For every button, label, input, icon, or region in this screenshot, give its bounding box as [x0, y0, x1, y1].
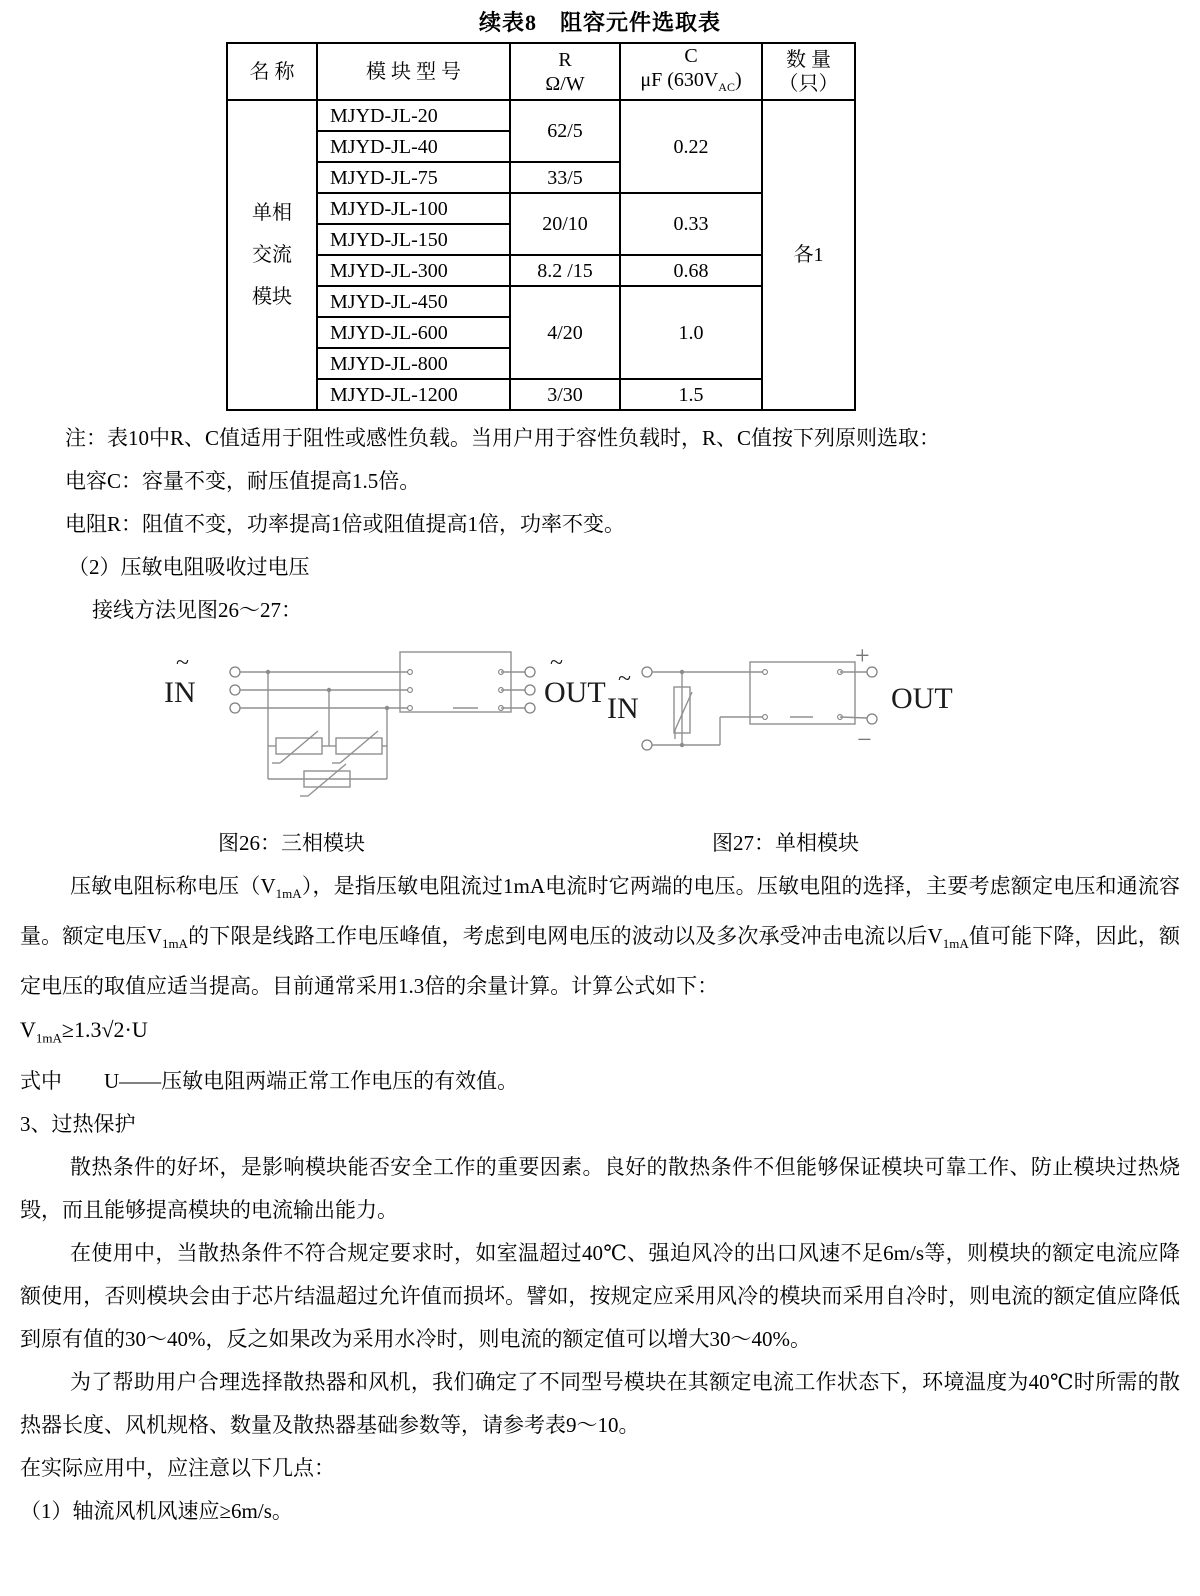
model-cell: MJYD-JL-1200 [317, 379, 510, 410]
paragraph-cooling-2: 在使用中，当散热条件不符合规定要求时，如室温超过40℃、强迫风冷的出口风速不足6m/s等，则模块的额定电流应降额使用，否则模块会由于芯片结温超过允许值而损坏。譬如，按规定应采用风冷的模块而采用自冷时，则电流的额定值应降低到原有值的30～40%，反之如果改为采用水冷时，则电流的额定值可以增大30～40%。 [20, 1240, 1180, 1351]
module-pin [408, 706, 413, 711]
fig26-out-tilde: ~ [550, 650, 563, 676]
fig27-in-tilde: ~ [618, 666, 631, 692]
col-header-qty-unit: （只） [778, 72, 839, 95]
input-terminal [230, 703, 240, 713]
col-header-qty [762, 43, 855, 100]
wiring-diagrams [20, 632, 1180, 822]
figure-captions [20, 822, 1180, 865]
table-row [227, 286, 855, 317]
paragraph-cooling-3: 为了帮助用户合理选择散热器和风机，我们确定了不同型号模块在其额定电流工作状态下，环境温度为40℃时所需的散热器长度、风机规格、数量及散热器基础参数等，请参考表9～10。 [20, 1369, 1180, 1437]
c-value-cell: 1.0 [620, 286, 762, 379]
table-title: 续表8 阻容元件选取表 [478, 10, 721, 35]
model-cell: MJYD-JL-150 [317, 224, 510, 255]
plus-sign: + [855, 641, 870, 670]
group-name-line: 单相 [252, 202, 292, 224]
fig27-caption: 图27：单相模块 [712, 831, 859, 855]
formula-note: 式中 U——压敏电阻两端正常工作电压的有效值。 [20, 1068, 519, 1093]
fig26-in-label: IN [164, 676, 196, 709]
varistor-symbol [276, 738, 322, 754]
c-value-cell: 1.5 [620, 379, 762, 410]
col-header-c [620, 43, 762, 100]
section2-subline: 接线方法见图26～27： [92, 598, 302, 622]
col-header-r [510, 43, 620, 100]
model-cell: MJYD-JL-20 [317, 100, 510, 131]
input-terminal [230, 667, 240, 677]
module-pin [408, 670, 413, 675]
group-name-line: 模块 [252, 286, 292, 308]
module-box [400, 652, 511, 712]
model-cell: MJYD-JL-75 [317, 162, 510, 193]
c-value-cell: 0.22 [620, 100, 762, 193]
col-header-name: 名 称 [227, 43, 317, 100]
minus-sign: − [857, 725, 872, 754]
model-cell: MJYD-JL-300 [317, 255, 510, 286]
note-line-3: 电阻R：阻值不变，功率提高1倍或阻值提高1倍，功率不变。 [65, 512, 626, 536]
col-header-r-symbol: R [558, 48, 572, 71]
r-value-cell: 4/20 [510, 286, 620, 379]
formula-v1ma: $V_{1mA}\ge 1.3√2\cdot U$ [20, 1017, 148, 1046]
table-row [227, 255, 855, 286]
input-terminal [642, 667, 652, 677]
model-cell: MJYD-JL-600 [317, 317, 510, 348]
quantity-cell: 各1 [762, 100, 855, 410]
r-value-cell: 8.2 /15 [510, 255, 620, 286]
col-header-r-unit: Ω/W [545, 72, 585, 95]
table-row [227, 379, 855, 410]
group-name-line: 交流 [252, 244, 292, 266]
body-text [20, 865, 1180, 1533]
col-header-c-symbol: C [684, 45, 698, 67]
r-value-cell: 62/5 [510, 100, 620, 162]
module-pin [408, 688, 413, 693]
note-line-1: 注：表10中R、C值适用于阻性或感性负载。当用户用于容性负载时，R、C值按下列原则选取： [65, 426, 941, 450]
table-notes [65, 417, 1180, 546]
col-header-model: 模 块 型 号 [317, 43, 510, 100]
model-cell: MJYD-JL-450 [317, 286, 510, 317]
output-terminal [525, 685, 535, 695]
r-value-cell: 3/30 [510, 379, 620, 410]
paragraph-varistor-voltage: 压敏电阻标称电压$(V_{1mA})$，是指压敏电阻流过1mA电流时它两端的电压。压敏电阻的选择，主要考虑额定电压和通流容量。额定电压$V_{1mA}$的下限是线路工作电压峰值，考虑到电网电压的波动以及多次承受冲击电流以后$V_{1mA}$值可能下降，因此，额定电压的取值应适当提高。目前通常采用1.3倍的余量计算。计算公式如下： [20, 874, 1180, 999]
c-value-cell: 0.68 [620, 255, 762, 286]
fig26-in-tilde: ~ [176, 650, 189, 676]
model-cell: MJYD-JL-100 [317, 193, 510, 224]
module-pin [763, 715, 768, 720]
c-value-cell: 0.33 [620, 193, 762, 255]
col-header-qty-label: 数 量 [786, 48, 831, 71]
module-pin [763, 670, 768, 675]
paragraph-cooling-1: 散热条件的好坏，是影响模块能否安全工作的重要因素。良好的散热条件不但能够保证模块可靠工作、防止模块过热烧毁，而且能够提高模块的电流输出能力。 [20, 1154, 1180, 1222]
practical-points-line: 在实际应用中，应注意以下几点： [20, 1455, 335, 1480]
fig26-three-phase-diagram [148, 632, 608, 817]
table-row [227, 193, 855, 224]
output-terminal [867, 714, 877, 724]
table-header-row [227, 43, 855, 100]
output-terminal [525, 667, 535, 677]
fig26-out-label: OUT [544, 676, 606, 709]
varistor-symbol [336, 738, 382, 754]
section2-heading: （2）压敏电阻吸收过电压 [68, 555, 310, 579]
fig26-caption: 图26：三相模块 [218, 831, 365, 855]
note-line-2: 电容C：容量不变，耐压值提高1.5倍。 [65, 469, 421, 493]
fig27-in-label: IN [607, 692, 639, 725]
col-header-c-unit: μF $(630V_{AC})$ [640, 69, 742, 94]
input-terminal [642, 740, 652, 750]
r-value-cell: 33/5 [510, 162, 620, 193]
r-value-cell: 20/10 [510, 193, 620, 255]
point-1: （1）轴流风机风速应≥6m/s。 [20, 1498, 293, 1523]
rc-selection-table [226, 42, 856, 411]
model-cell: MJYD-JL-800 [317, 348, 510, 379]
model-cell: MJYD-JL-40 [317, 131, 510, 162]
table-row [227, 100, 855, 131]
input-terminal [230, 685, 240, 695]
section3-heading: 3、过热保护 [20, 1111, 136, 1136]
fig27-out-label: OUT [891, 682, 953, 715]
module-group-name [227, 100, 317, 410]
output-terminal [525, 703, 535, 713]
fig27-single-phase-diagram [585, 640, 965, 790]
